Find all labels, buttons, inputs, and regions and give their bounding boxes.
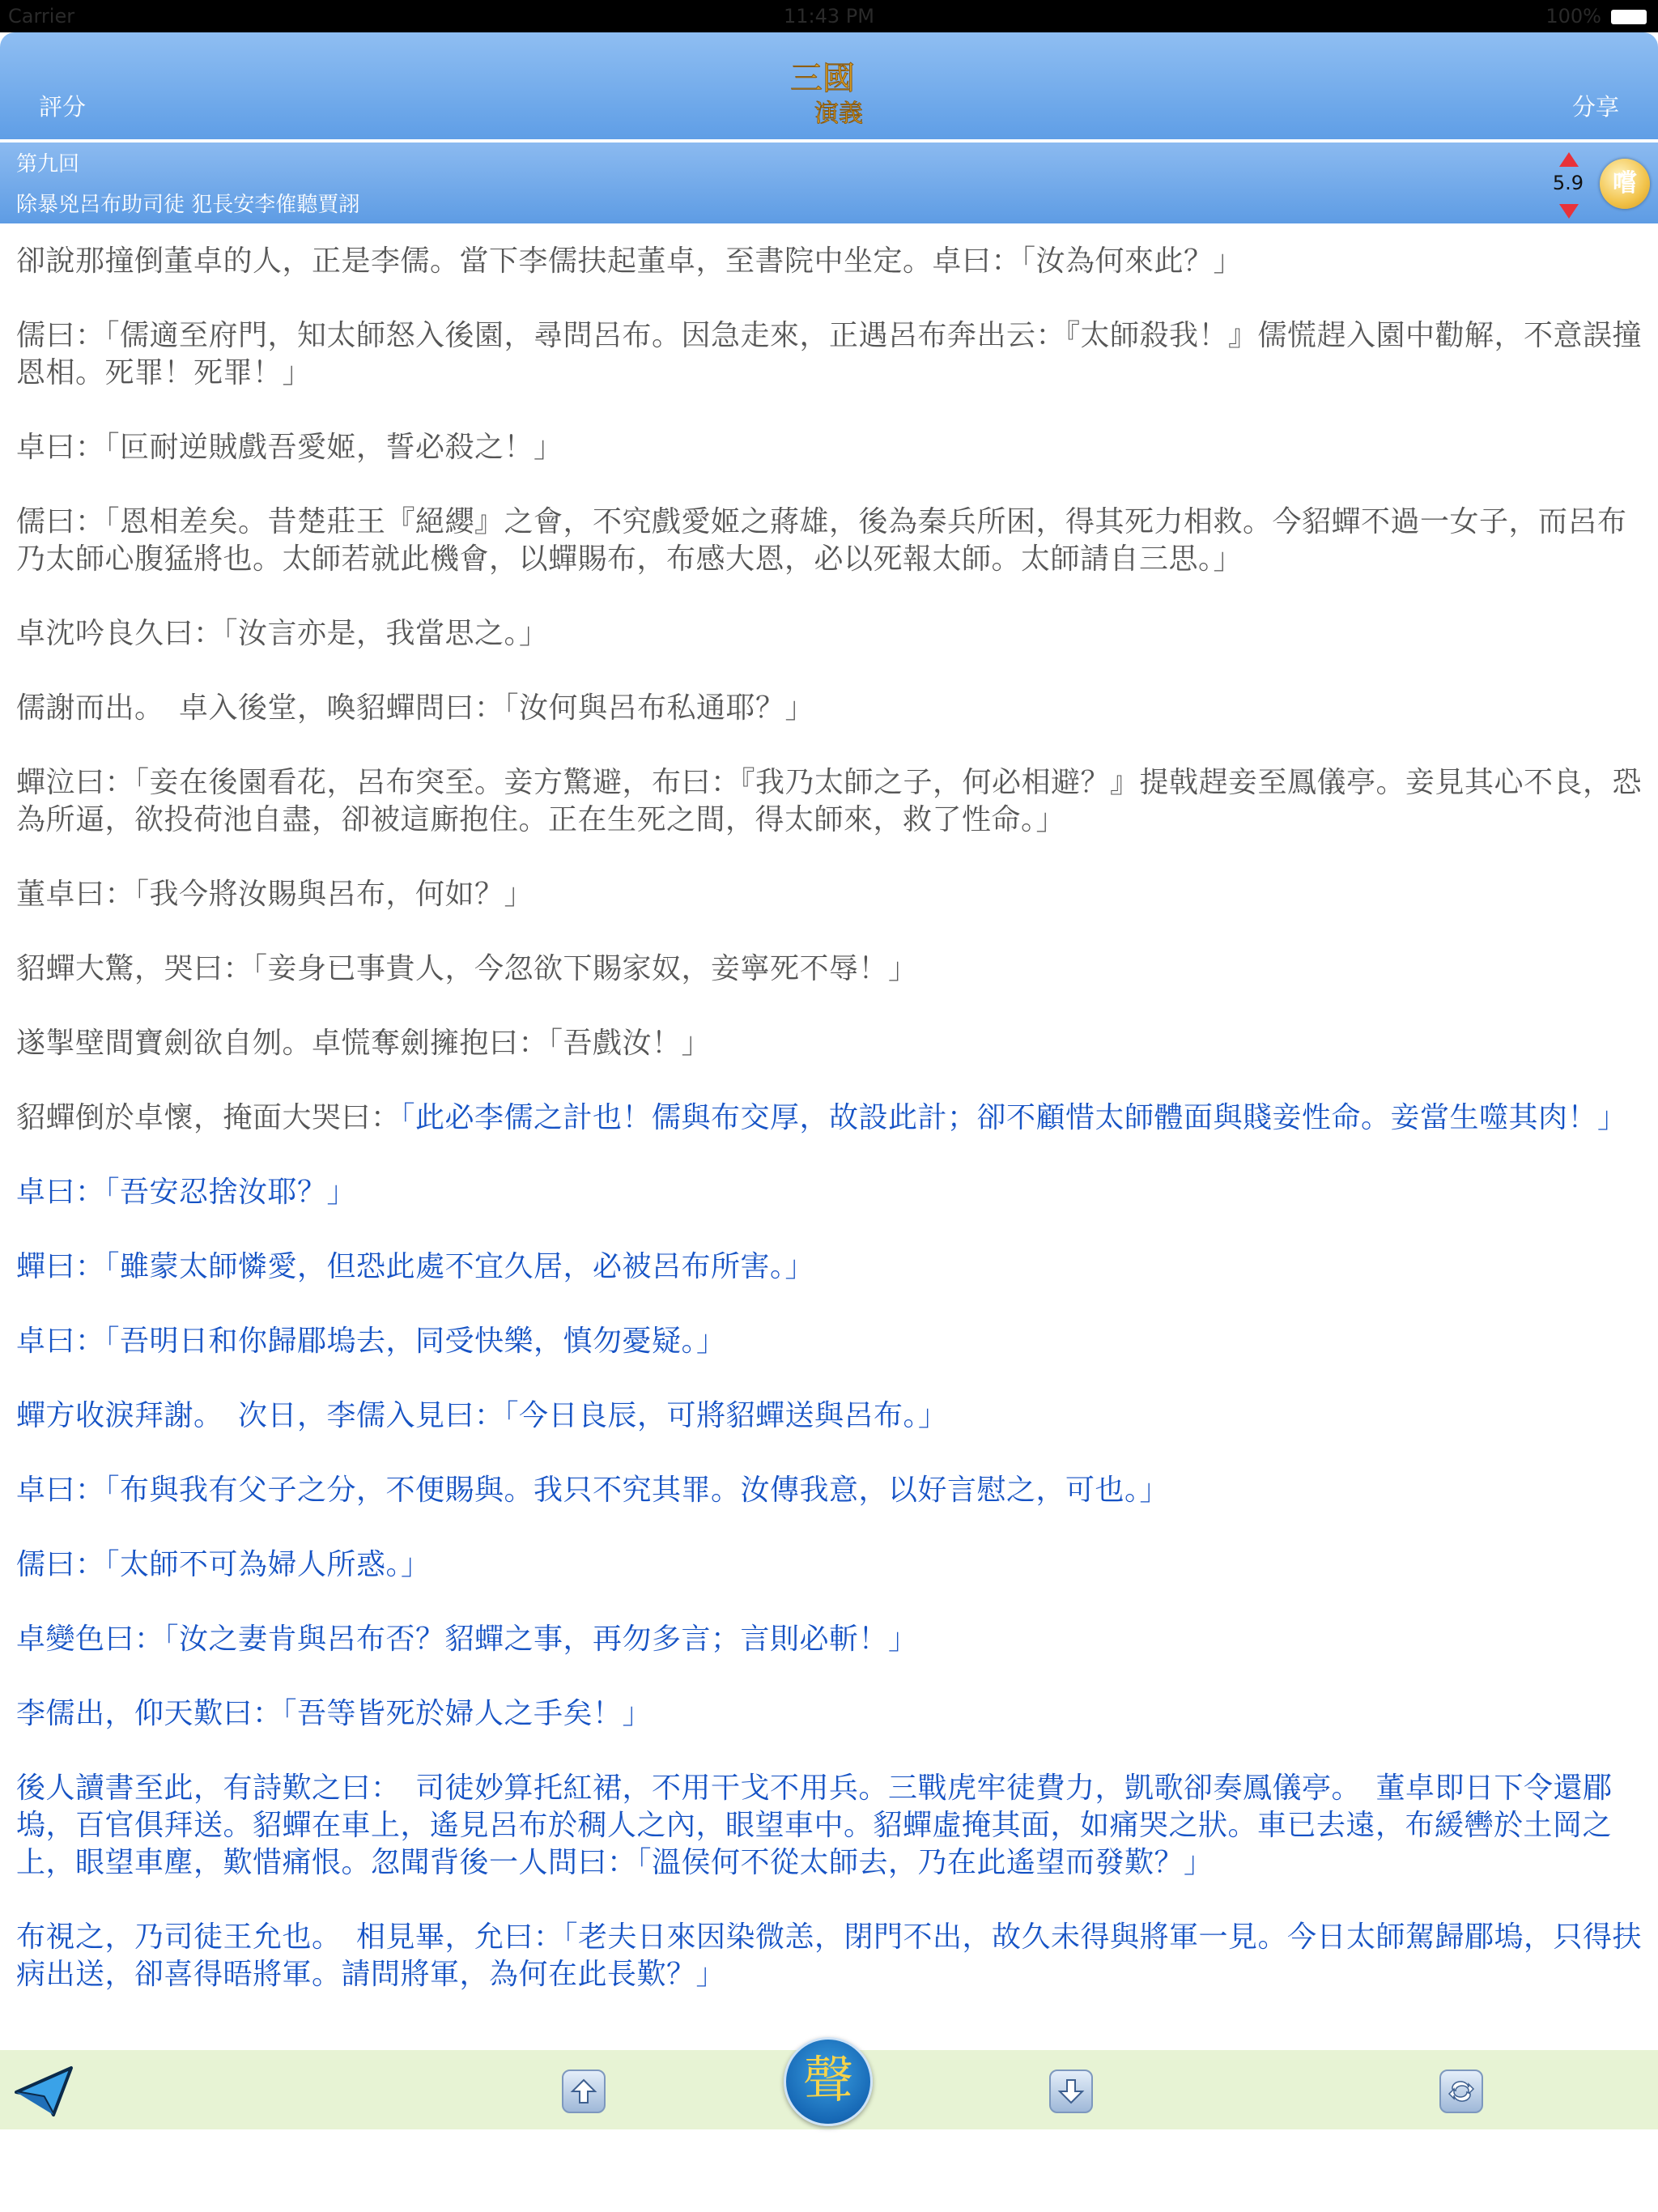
paragraph: 儒曰：「恩相差矣。昔楚莊王『絕纓』之會，不究戲愛姬之蔣雄，後為秦兵所困，得其死力相救。今貂蟬不過一女子，而呂布乃太師心腹猛將也。太師若就此機會，以蟬賜布，布感大恩，必以死報太師。太師請自三思。」	[16, 505, 1627, 576]
voice-read-button[interactable]: 聲	[784, 2037, 873, 2126]
paragraph: 董卓曰：「我今將汝賜與呂布，何如？」	[16, 878, 534, 911]
font-size-up-icon[interactable]	[1559, 152, 1579, 167]
paragraph: 卓沈吟良久曰：「汝言亦是，我當思之。」	[16, 617, 549, 650]
highlighted-paragraph: 蟬曰：「雖蒙太師憐愛，但恐此處不宜久居，必被呂布所害。」	[16, 1250, 815, 1283]
clock: 11:43 PM	[784, 5, 874, 28]
paragraph: 卻說那撞倒董卓的人，正是李儒。當下李儒扶起董卓，至書院中坐定。卓曰：「汝為何來此？」	[16, 245, 1244, 278]
coin-icon[interactable]: 嚐	[1600, 159, 1650, 209]
paragraph-mixed	[16, 1100, 1643, 1137]
arrow-up-icon	[570, 2078, 597, 2105]
arrow-down-icon	[1057, 2078, 1085, 2105]
highlighted-paragraph: 蟬方收淚拜謝。 次日，李儒入見曰：「今日良辰，可將貂蟬送與呂布。」	[16, 1399, 948, 1432]
paragraph: 貂蟬大驚，哭曰：「妾身已事貴人，今忽欲下賜家奴，妾寧死不辱！」	[16, 952, 918, 985]
paragraph: 卓曰：「叵耐逆賊戲吾愛姬，誓必殺之！」	[16, 431, 563, 464]
highlighted-paragraph: 卓變色曰：「汝之妻肯與呂布否？貂蟬之事，再勿多言；言則必斬！」	[16, 1623, 918, 1656]
chapter-number: 第九回	[16, 152, 80, 177]
chapter-bar	[0, 143, 1658, 223]
highlighted-paragraph: 後人讀書至此，有詩歎之曰： 司徒妙算托紅裙，不用干戈不用兵。三戰虎牢徒費力，凱歌卻奏鳳儀亭。 董卓即日下令還郿塢，百官俱拜送。貂蟬在車上，遙見呂布於稠人之內，眼望車中。貂蟬虛掩其面，如痛哭之狀。車已去遠，布緩轡於土岡之上，眼望車塵，歎惜痛恨。忽聞背後一人問曰：「溫侯何不從太師去，乃在此遙望而發歎？」	[16, 1772, 1613, 1879]
rate-button[interactable]: 評分	[39, 93, 87, 121]
app-logo	[785, 53, 874, 131]
highlighted-paragraph: 布視之，乃司徒王允也。 相見畢，允曰：「老夫日來因染微恙，閉門不出，故久未得與將軍一見。今日太師駕歸郿塢，只得扶病出送，卻喜得晤將軍。請問將軍，為何在此長歎？」	[16, 1921, 1643, 1991]
chapter-title: 除暴兇呂布助司徒 犯長安李傕聽賈詡	[16, 193, 360, 217]
carrier-label: Carrier	[8, 5, 75, 28]
paragraph: 蟬泣曰：「妾在後園看花，呂布突至。妾方驚避，布曰：『我乃太師之子，何必相避？』提戟趕妾至鳳儀亭。妾見其心不良，恐為所逼，欲投荷池自盡，卻被這廝抱住。正在生死之間，得太師來，救了性命。」	[16, 766, 1643, 836]
paragraph: 遂掣壁間寶劍欲自刎。卓慌奪劍擁抱曰：「吾戲汝！」	[16, 1027, 712, 1060]
share-button[interactable]: 分享	[1571, 93, 1619, 121]
logo-text-top: 三國	[790, 60, 855, 97]
nav-header	[0, 32, 1658, 139]
font-size-down-icon[interactable]	[1559, 204, 1579, 219]
scroll-up-button[interactable]	[562, 2069, 606, 2113]
status-bar	[0, 0, 1658, 32]
highlighted-paragraph: 卓曰：「吾明日和你歸郿塢去，同受快樂，慎勿憂疑。」	[16, 1325, 726, 1358]
reading-content	[16, 243, 1643, 2031]
paragraph-gray-part: 貂蟬倒於卓懷，掩面大哭曰：	[16, 1101, 401, 1134]
battery-icon	[1611, 10, 1647, 24]
scroll-down-button[interactable]	[1049, 2069, 1093, 2113]
font-size-value: 5.9	[1552, 172, 1584, 194]
highlighted-paragraph: 儒曰：「太師不可為婦人所惑。」	[16, 1548, 431, 1581]
back-arrow-icon[interactable]	[13, 2065, 74, 2121]
highlighted-paragraph: 卓曰：「布與我有父子之分，不便賜與。我只不究其罪。汝傳我意，以好言慰之，可也。」	[16, 1474, 1170, 1507]
logo-text-bottom: 演義	[814, 100, 863, 128]
repeat-button[interactable]	[1439, 2069, 1483, 2113]
highlighted-paragraph: 李儒出，仰天歎曰：「吾等皆死於婦人之手矣！」	[16, 1697, 653, 1730]
paragraph: 儒曰：「儒適至府門，知太師怒入後園，尋問呂布。因急走來，正遇呂布奔出云：『太師殺我！』儒慌趕入園中勸解，不意誤撞恩相。死罪！死罪！」	[16, 319, 1643, 389]
battery-label: 100%	[1545, 5, 1601, 28]
paragraph: 儒謝而出。 卓入後堂，喚貂蟬問曰：「汝何與呂布私通耶？」	[16, 691, 815, 725]
highlighted-paragraph: 卓曰：「吾安忍捨汝耶？」	[16, 1176, 357, 1209]
paragraph-highlight-part: 「此必李儒之計也！儒與布交厚，故設此計；卻不顧惜太師體面與賤妾性命。妾當生噬其肉！」	[400, 1101, 1627, 1134]
repeat-icon	[1448, 2078, 1475, 2105]
